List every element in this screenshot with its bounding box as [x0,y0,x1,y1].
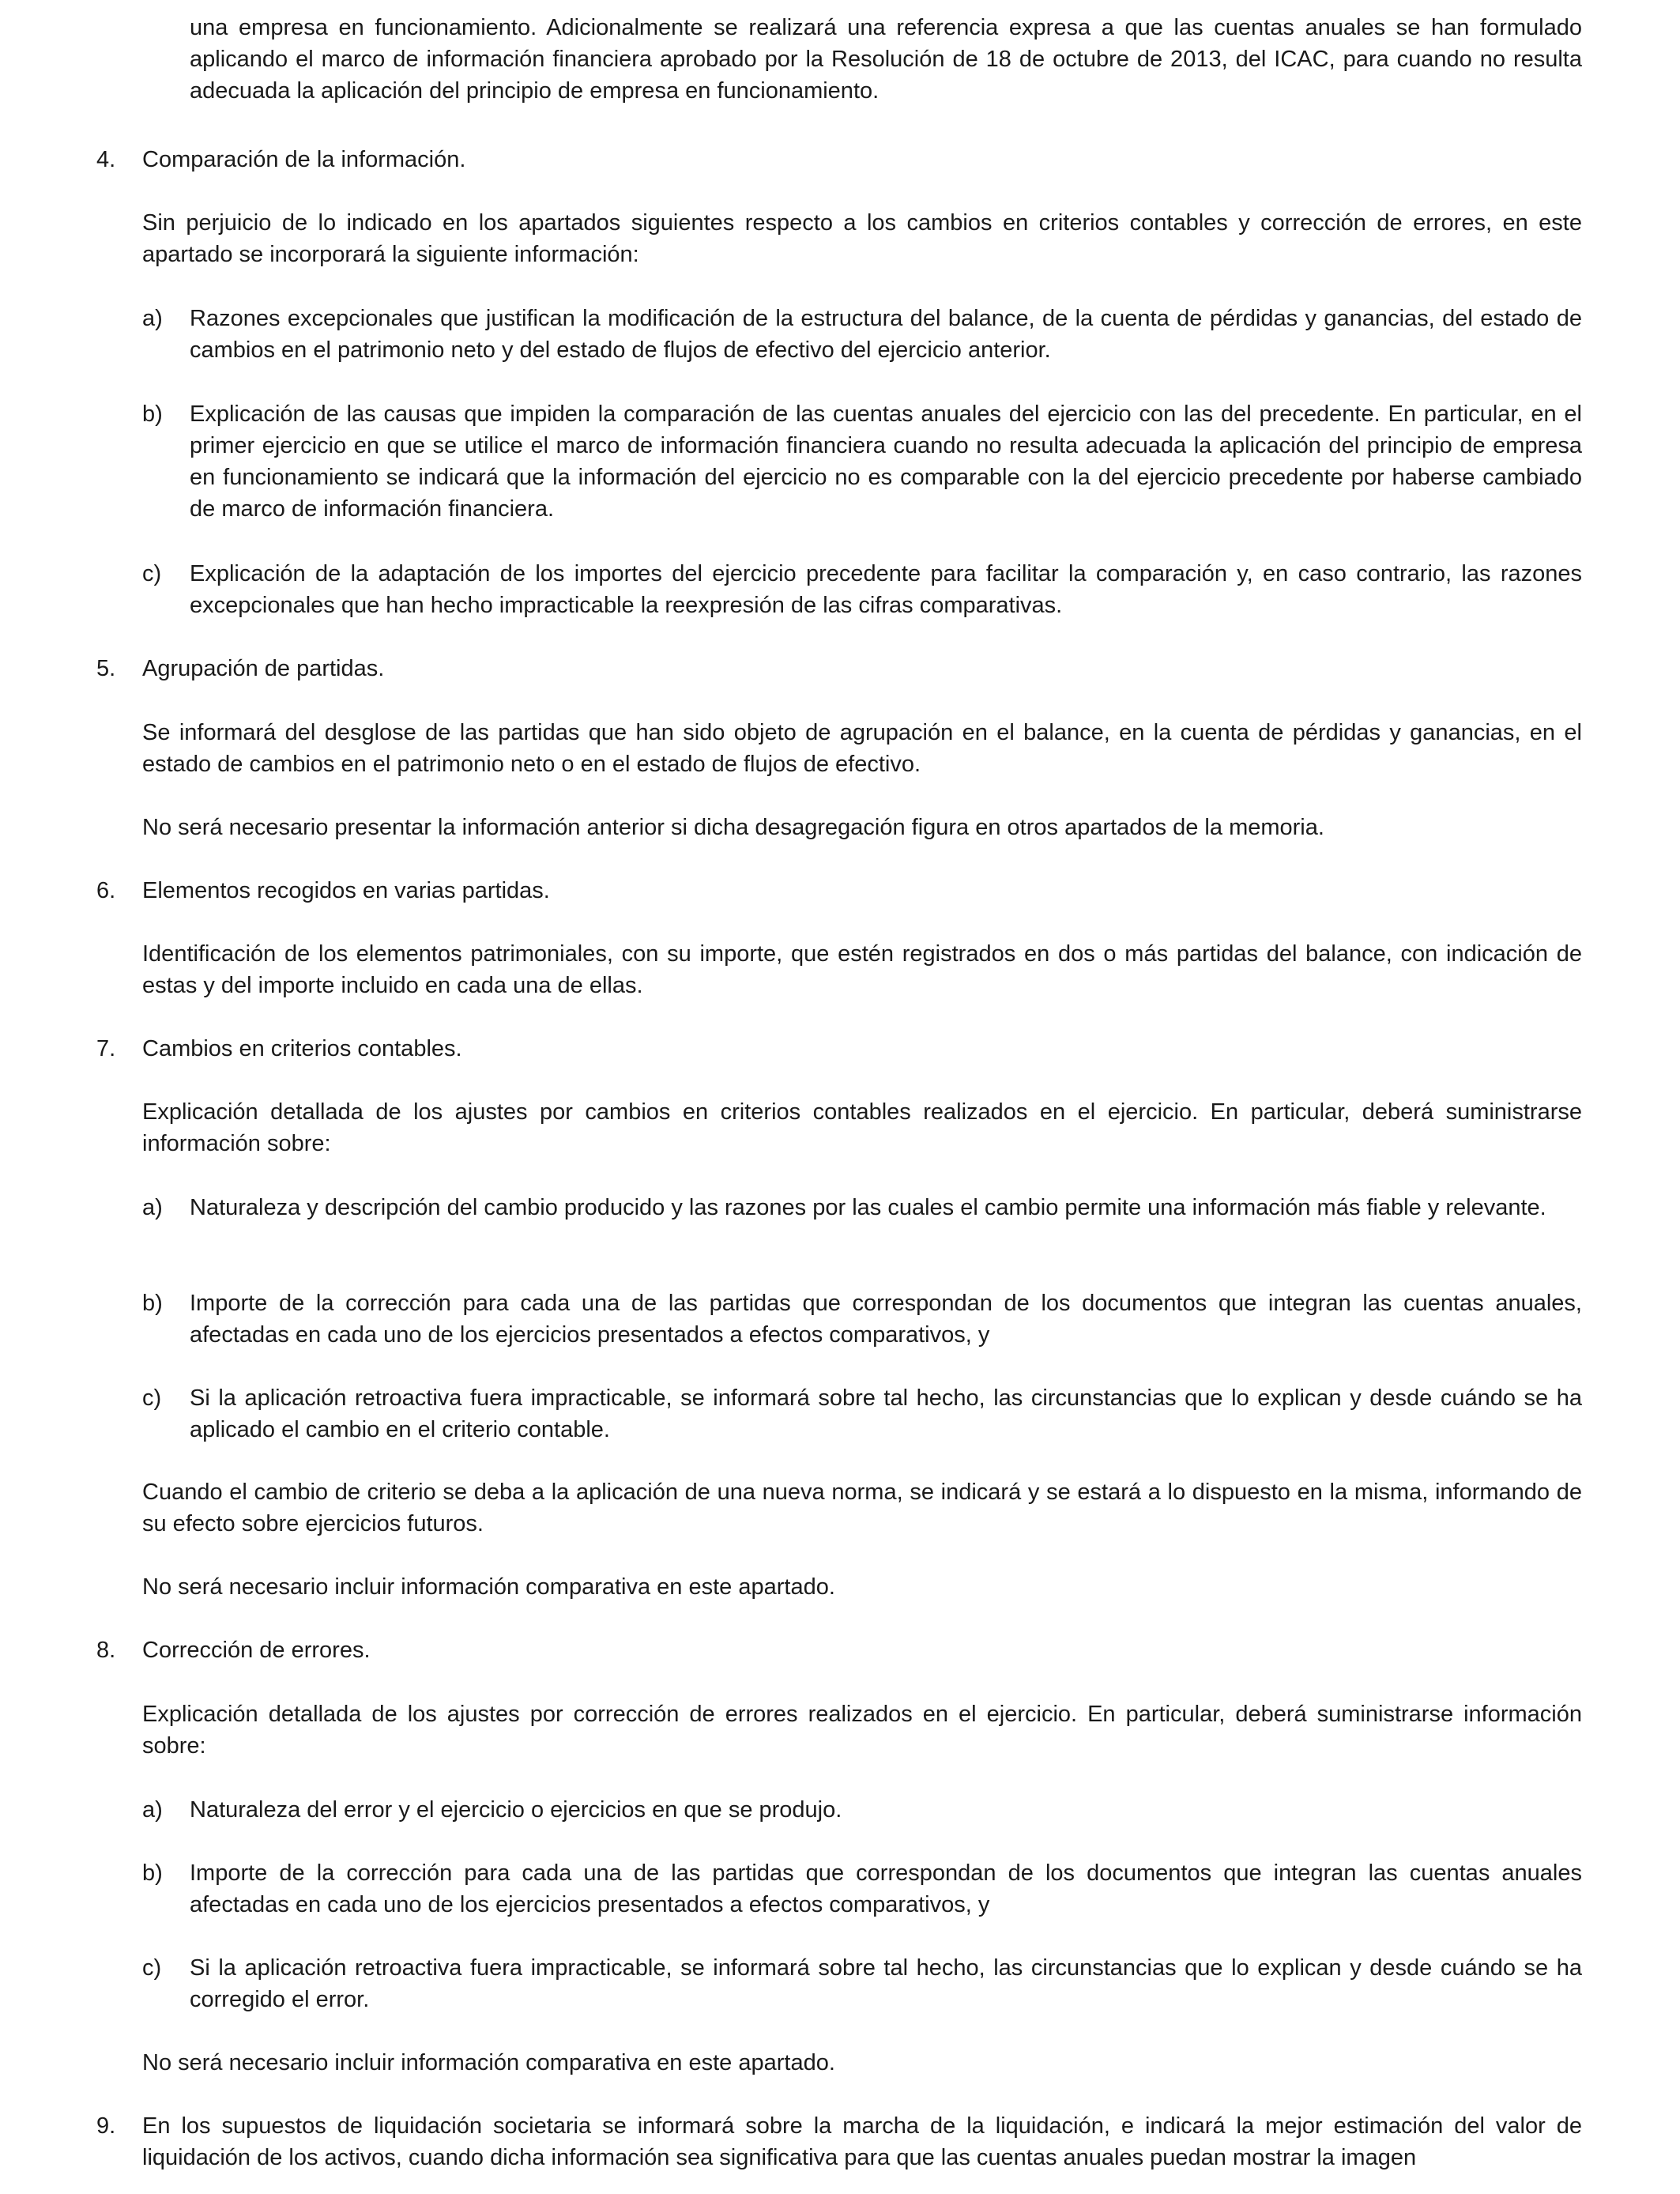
list-item-text: Explicación de la adaptación de los importes del ejercicio precedente para facilitar la comparación y, en caso contrario, las razones excepcionales que han hecho impracticable la reexpresión de las cifras comparativas. [190,561,1582,618]
section-title: Comparación de la información. [142,147,466,172]
list-item-text: Explicación de las causas que impiden la comparación de las cuentas anuales del ejercicio con las del precedente. En particular, en el primer ejercicio en que se utilice el marco de información financiera cuando no resulta adecuada la aplicación del principio de empresa en funcionamiento se indicará que la información del ejercicio no es comparable con la del ejercicio precedente por haberse cambiado de marco de información financiera. [190,401,1582,522]
list-item-letter: a) [142,1797,163,1823]
list-item-letter: c) [142,1385,162,1411]
list-item-letter: b) [142,1860,163,1886]
section-paragraph: Explicación detallada de los ajustes por cambios en criterios contables realizados en el ejercicio. En particular, deberá suministrarse información sobre: [142,1099,1582,1156]
list-item-letter: c) [142,561,162,586]
section-paragraph: No será necesario incluir información comparativa en este apartado. [142,2050,835,2075]
section-paragraph: Cuando el cambio de criterio se deba a la aplicación de una nueva norma, se indicará y se estará a lo dispuesto en la misma, informando de su efecto sobre ejercicios futuros. [142,1480,1582,1536]
section-number: 7. [96,1036,116,1061]
section-title: Corrección de errores. [142,1638,371,1663]
list-item-text: Si la aplicación retroactiva fuera impracticable, se informará sobre tal hecho, las circunstancias que lo explican y desde cuándo se ha corregido el error. [190,1955,1582,2012]
section-paragraph: Explicación detallada de los ajustes por corrección de errores realizados en el ejercicio. En particular, deberá suministrarse información sobre: [142,1702,1582,1759]
section-paragraph: En los supuestos de liquidación societaria se informará sobre la marcha de la liquidación, e indicará la mejor estimación del valor de liquidación de los activos, cuando dicha información sea significativa para que las cuentas anuales puedan mostrar la imagen [142,2113,1582,2170]
section-number: 5. [96,656,116,681]
section-number: 6. [96,878,116,903]
section-number: 8. [96,1638,116,1663]
section-paragraph: Identificación de los elementos patrimoniales, con su importe, que estén registrados en dos o más partidas del balance, con indicación de estas y del importe incluido en cada una de ellas. [142,941,1582,998]
list-item-text: Importe de la corrección para cada una de las partidas que correspondan de los documentos que integran las cuentas anuales, afectadas en cada uno de los ejercicios presentados a efectos comparativos, y [190,1291,1582,1348]
section-paragraph: No será necesario incluir información comparativa en este apartado. [142,1574,835,1600]
section-title: Elementos recogidos en varias partidas. [142,878,550,903]
section-number: 9. [96,2113,116,2139]
list-item-letter: b) [142,1291,163,1316]
list-item-letter: a) [142,306,163,331]
section-paragraph: Se informará del desglose de las partidas que han sido objeto de agrupación en el balance, en la cuenta de pérdidas y ganancias, en el estado de cambios en el patrimonio neto o en el estado de flujos de efectivo. [142,720,1582,777]
list-item-letter: a) [142,1195,163,1220]
section-paragraph: Sin perjuicio de lo indicado en los apartados siguientes respecto a los cambios en criterios contables y corrección de errores, en este apartado se incorporará la siguiente información: [142,210,1582,267]
section-title: Cambios en criterios contables. [142,1036,462,1061]
section-title: Agrupación de partidas. [142,656,385,681]
section-number: 4. [96,147,116,172]
list-item-text: Razones excepcionales que justifican la modificación de la estructura del balance, de la cuenta de pérdidas y ganancias, del estado de cambios en el patrimonio neto y del estado de flujos de efectivo del ejercicio anterior. [190,306,1582,363]
list-item-text: Si la aplicación retroactiva fuera impracticable, se informará sobre tal hecho, las circunstancias que lo explican y desde cuándo se ha aplicado el cambio en el criterio contable. [190,1385,1582,1442]
list-item-letter: b) [142,401,163,427]
list-item-letter: c) [142,1955,162,1981]
section-paragraph: No será necesario presentar la información anterior si dicha desagregación figura en otros apartados de la memoria. [142,815,1324,840]
list-item-text: Naturaleza del error y el ejercicio o ejercicios en que se produjo. [190,1797,842,1823]
list-item-text: Importe de la corrección para cada una de las partidas que correspondan de los documentos que integran las cuentas anuales afectadas en cada uno de los ejercicios presentados a efectos comparativos, y [190,1860,1582,1917]
list-item-text: Naturaleza y descripción del cambio producido y las razones por las cuales el cambio permite una información más fiable y relevante. [190,1195,1546,1220]
intro-continuation: una empresa en funcionamiento. Adicionalmente se realizará una referencia expresa a que las cuentas anuales se han formulado aplicando el marco de información financiera aprobado por la Resolución de 18 de octubre de 2013, del ICAC, para cuando no resulta adecuada la aplicación del principio de empresa en funcionamiento. [190,15,1582,104]
